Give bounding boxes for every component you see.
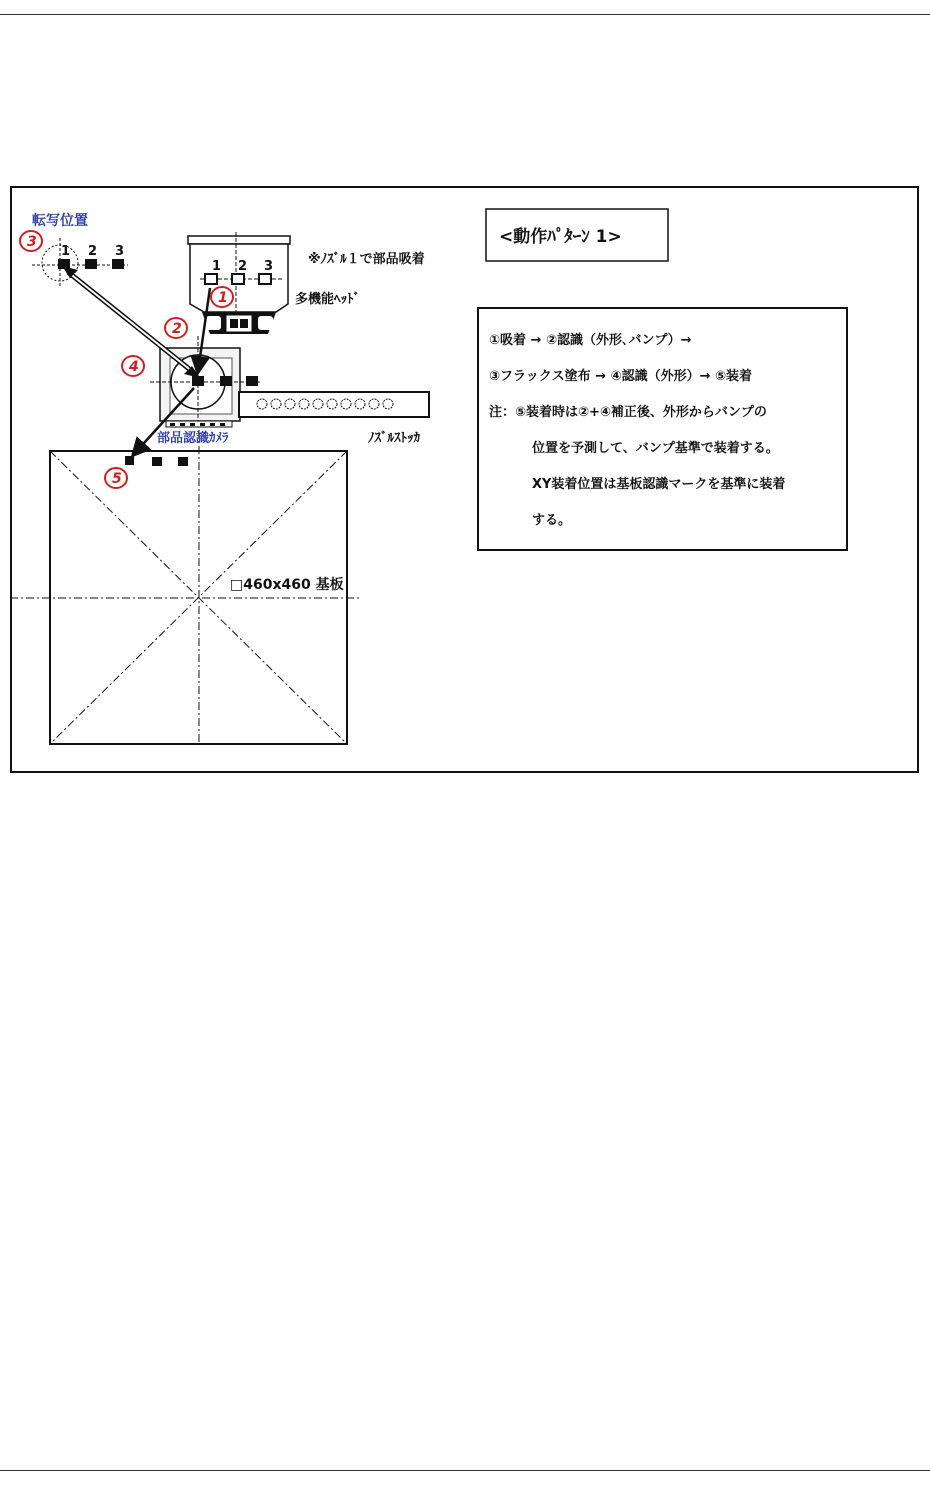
multi-head-label: 多機能ﾍｯﾄﾞ xyxy=(295,292,361,307)
board-label: □460x460 基板 xyxy=(230,577,344,593)
transfer-number-1: 1 xyxy=(61,244,71,259)
svg-text:4: 4 xyxy=(129,359,139,375)
step-marker-3 xyxy=(20,231,42,251)
transfer-position-label: 転写位置 xyxy=(32,213,88,229)
description-line-6: する。 xyxy=(532,513,572,528)
head-number-1: 1 xyxy=(212,259,222,274)
svg-text:1: 1 xyxy=(218,290,228,306)
description-line-5: XY装着位置は基板認識マークを基準に装着 xyxy=(532,477,786,492)
nozzle-stocker xyxy=(239,392,429,417)
description-line-2: ③フラックス塗布 → ④認識（外形）→ ⑤装着 xyxy=(489,369,752,384)
transfer-number-2: 2 xyxy=(88,244,98,259)
svg-text:5: 5 xyxy=(112,471,122,487)
svg-text:3: 3 xyxy=(27,234,37,250)
layout-diagram xyxy=(10,186,920,774)
camera-label: 部品認識ｶﾒﾗ xyxy=(157,431,229,446)
step-marker-2 xyxy=(165,318,187,338)
nozzle-note: ※ﾉｽﾞﾙ１で部品吸着 xyxy=(308,252,425,267)
description-line-3: 注：⑤装着時は②+④補正後、外形からバンプの xyxy=(489,405,767,420)
head-number-2: 2 xyxy=(238,259,248,274)
description-line-4: 位置を予測して、バンプ基準で装着する。 xyxy=(532,441,779,456)
svg-text:2: 2 xyxy=(172,321,182,337)
description-line-1: ①吸着 → ②認識（外形､バンプ）→ xyxy=(489,333,692,348)
page-bottom-rule xyxy=(0,1470,930,1471)
transfer-number-3: 3 xyxy=(115,244,125,259)
head-number-3: 3 xyxy=(264,259,274,274)
page-top-rule xyxy=(0,14,930,15)
nozzle-stocker-label: ﾉｽﾞﾙｽﾄｯｶ xyxy=(368,431,420,446)
step-marker-5 xyxy=(105,468,127,488)
step-marker-1 xyxy=(211,287,233,307)
operation-pattern-figure xyxy=(10,186,920,774)
step-marker-4 xyxy=(122,356,144,376)
pattern-title: <動作ﾊﾟﾀｰﾝ 1> xyxy=(499,227,622,247)
